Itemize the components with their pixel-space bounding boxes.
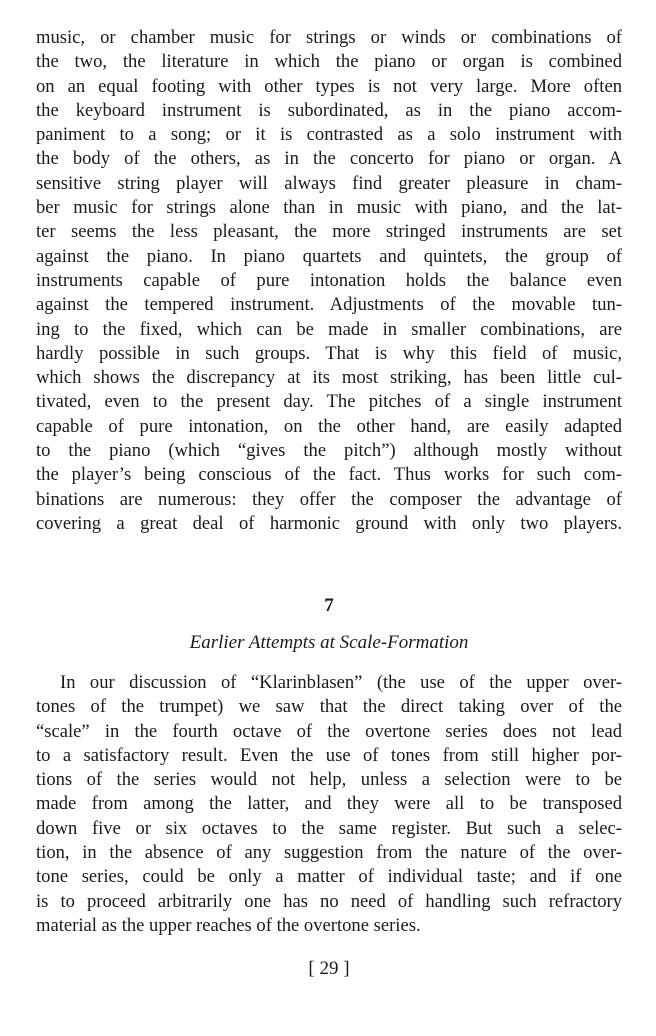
text-line: tion, in the absence of any suggestion from the nature of the over- (36, 842, 622, 864)
text-line: is to proceed arbitrarily one has no need of handling such refractory (36, 890, 622, 912)
text-line: sensitive string player will always find greater pleasure in cham- (36, 172, 622, 194)
paragraph (36, 671, 622, 938)
text-line: hardly possible in such groups. That is why this field of music, (36, 342, 622, 364)
text-line: covering a great deal of harmonic ground with only two players. (36, 512, 622, 534)
text-line: ter seems the less pleasant, the more stringed instruments are set (36, 221, 622, 243)
text-line: binations are numerous: they offer the composer the advantage of (36, 488, 622, 510)
text-line: to the piano (which “gives the pitch”) although mostly without (36, 440, 622, 462)
text-line: “scale” in the fourth octave of the overtone series does not lead (36, 720, 622, 742)
chapter-number: 7 (324, 595, 334, 616)
text-line: on an equal footing with other types is not very large. More often (36, 75, 622, 97)
text-line: material as the upper reaches of the overtone series. (36, 914, 421, 936)
paragraph-continued (36, 26, 622, 536)
text-line: music, or chamber music for strings or winds or combinations of (36, 27, 622, 48)
text-line: against the piano. In piano quartets and quintets, the group of (36, 245, 622, 267)
text-line: tions of the series would not help, unless a selection were to be (36, 769, 622, 791)
chapter-title: Earlier Attempts at Scale-Formation (189, 632, 469, 653)
text-line: paniment to a song; or it is contrasted as a solo instrument with (36, 124, 622, 146)
text-line: tivated, even to the present day. The pitches of a single instrument (36, 391, 622, 413)
book-page (36, 26, 622, 979)
text-line: the player’s being conscious of the fact. Thus works for such com- (36, 464, 622, 486)
text-line: ing to the fixed, which can be made in smaller combinations, are (36, 318, 622, 340)
text-line: to a satisfactory result. Even the use of tones from still higher por- (36, 744, 622, 766)
text-line: ber music for strings alone than in music with piano, and the lat- (36, 197, 622, 219)
text-line: capable of pure intonation, on the other hand, are easily adapted (36, 415, 622, 437)
page-number: [ 29 ] (308, 958, 350, 979)
text-line: down five or six octaves to the same register. But such a selec- (36, 817, 622, 839)
text-line: the two, the literature in which the piano or organ is combined (36, 51, 622, 73)
text-line: In our discussion of “Klarinblasen” (the use of the upper over- (60, 672, 622, 693)
text-line: tones of the trumpet) we saw that the direct taking over of the (36, 696, 622, 718)
text-line: against the tempered instrument. Adjustments of the movable tun- (36, 294, 622, 316)
text-line: the keyboard instrument is subordinated, as in the piano accom- (36, 99, 622, 121)
text-line: tone series, could be only a matter of individual taste; and if one (36, 866, 622, 888)
text-line: the body of the others, as in the concerto for piano or organ. A (36, 148, 622, 170)
text-line: made from among the latter, and they were all to be transposed (36, 793, 622, 815)
text-line: which shows the discrepancy at its most striking, has been little cul- (36, 367, 622, 389)
text-line: instruments capable of pure intonation holds the balance even (36, 269, 622, 291)
